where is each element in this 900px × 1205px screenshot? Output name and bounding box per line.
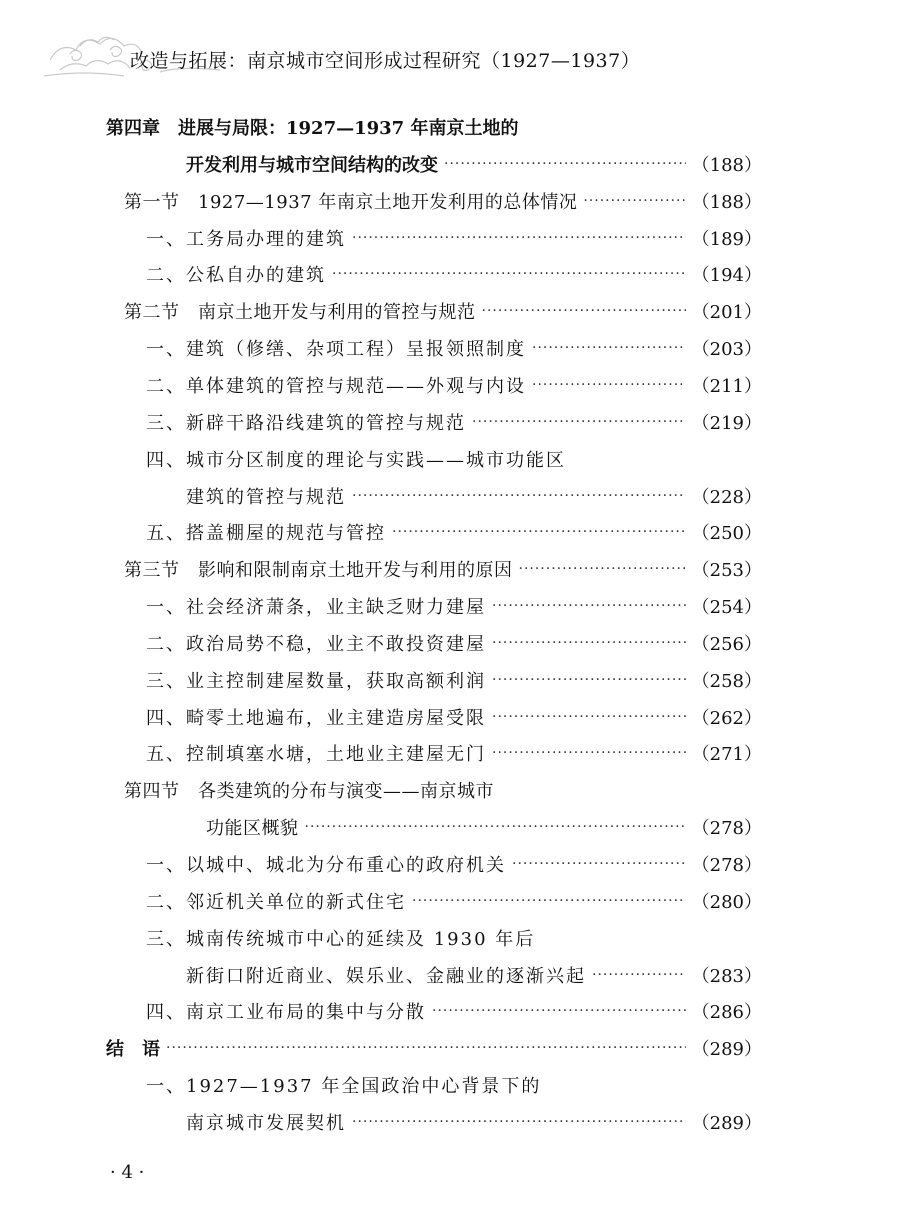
toc-entry-title: 一、工务局办理的建筑 xyxy=(146,228,346,250)
toc-entry xyxy=(124,554,762,584)
dot-leader xyxy=(492,745,686,761)
dot-leader xyxy=(332,266,686,282)
toc-entry-page: （203） xyxy=(691,339,762,361)
toc-entry-page: （188） xyxy=(691,191,762,213)
toc-entry-title: 第三节 影响和限制南京土地开发与利用的原因 xyxy=(124,560,513,582)
dot-leader xyxy=(352,230,686,246)
toc-entry xyxy=(146,996,762,1026)
toc-entry xyxy=(146,923,535,953)
dot-leader xyxy=(583,193,685,209)
toc-entry-title: 一、建筑（修缮、杂项工程）呈报领照制度 xyxy=(146,339,526,361)
toc-entry-title: 五、搭盖棚屋的规范与管控 xyxy=(146,523,386,545)
toc-entry-title: 二、单体建筑的管控与规范——外观与内设 xyxy=(146,375,526,397)
toc-entry xyxy=(124,296,762,326)
toc-entry-page: （211） xyxy=(691,375,762,397)
toc-entry-page: （201） xyxy=(691,302,762,324)
toc-entry xyxy=(146,259,762,289)
dot-leader xyxy=(444,156,686,172)
toc-entry-title: 二、公私自办的建筑 xyxy=(146,265,326,287)
toc-entry-title: 开发利用与城市空间结构的改变 xyxy=(186,154,438,176)
toc-entry xyxy=(146,886,762,916)
toc-entry-page: （262） xyxy=(691,707,762,729)
dot-leader xyxy=(592,967,686,983)
toc-entry-title: 第四节 各类建筑的分布与演变——南京城市 xyxy=(124,781,494,803)
toc-entry-page: （271） xyxy=(691,744,762,766)
running-header xyxy=(0,0,900,96)
toc-entry-page: （219） xyxy=(691,412,762,434)
toc-entry xyxy=(146,591,762,621)
toc-entry-page: （258） xyxy=(691,670,762,692)
toc-entry-page: （188） xyxy=(691,154,762,176)
toc-entry-title: 建筑的管控与规范 xyxy=(186,486,346,508)
toc-entry-title: 三、新辟干路沿线建筑的管控与规范 xyxy=(146,412,466,434)
toc-entry xyxy=(186,149,762,179)
page-number: · 4 · xyxy=(110,1162,145,1183)
dot-leader xyxy=(532,377,686,393)
dot-leader xyxy=(412,893,686,909)
toc-entry-title: 三、业主控制建屋数量，获取高额利润 xyxy=(146,670,486,692)
toc-entry-page: （189） xyxy=(691,228,762,250)
toc-entry-title: 三、城南传统城市中心的延续及 1930 年后 xyxy=(146,928,536,950)
dot-leader xyxy=(166,1040,686,1056)
dot-leader xyxy=(532,340,686,356)
toc-entry-title: 四、畸零土地遍布，业主建造房屋受限 xyxy=(146,707,486,729)
toc-entry-page: （278） xyxy=(691,855,762,876)
toc-entry-page: （194） xyxy=(691,265,762,287)
toc-entry-page: （256） xyxy=(691,633,762,655)
header-title: 改造与拓展：南京城市空间形成过程研究（1927—1937） xyxy=(130,50,641,72)
dot-leader xyxy=(482,303,686,319)
dot-leader xyxy=(305,819,686,835)
toc-entry-title: 一、以城中、城北为分布重心的政府机关 xyxy=(146,855,506,876)
toc-entry xyxy=(146,702,762,732)
toc-entry-title: 第二节 南京土地开发与利用的管控与规范 xyxy=(124,302,476,324)
toc-entry xyxy=(146,444,566,474)
toc-entry-page: （289） xyxy=(691,1039,762,1061)
toc-entry-title: 结 语 xyxy=(106,1039,160,1061)
toc-entry-title: 第一节 1927—1937 年南京土地开发利用的总体情况 xyxy=(124,191,578,213)
toc-entry-page: （228） xyxy=(691,486,762,508)
toc-entry xyxy=(146,370,762,400)
dot-leader xyxy=(492,709,686,725)
toc-entry-title: 五、控制填塞水塘，土地业主建屋无门 xyxy=(146,744,486,766)
toc-entry-title: 功能区概貌 xyxy=(206,818,299,840)
toc-entry xyxy=(124,775,494,805)
dot-leader xyxy=(352,1114,686,1130)
toc-entry-title: 新街口附近商业、娱乐业、金融业的逐渐兴起 xyxy=(186,965,586,987)
toc-entry-page: （250） xyxy=(691,523,762,545)
toc-entry-title: 第四章 进展与局限：1927—1937 年南京土地的 xyxy=(106,118,519,139)
toc-entry xyxy=(206,812,762,842)
toc-entry-page: （286） xyxy=(691,1002,762,1024)
toc-entry xyxy=(186,1107,762,1137)
toc-entry xyxy=(146,333,762,363)
toc-entry-title: 南京城市发展契机 xyxy=(186,1112,346,1134)
toc-entry xyxy=(186,481,762,511)
toc-entry-title: 二、邻近机关单位的新式住宅 xyxy=(146,891,406,913)
toc-entry xyxy=(146,738,762,768)
toc-entry xyxy=(146,407,762,437)
toc-entry xyxy=(146,517,762,547)
toc-entry xyxy=(106,1033,762,1063)
dot-leader xyxy=(492,672,686,688)
dot-leader xyxy=(472,414,686,430)
toc-entry-page: （283） xyxy=(691,965,762,987)
toc-entry-title: 一、1927—1937 年全国政治中心背景下的 xyxy=(146,1076,542,1098)
dot-leader xyxy=(512,856,686,872)
toc-entry xyxy=(146,628,762,658)
toc-entry-page: （289） xyxy=(691,1112,762,1134)
toc-entry-page: （280） xyxy=(691,891,762,913)
toc-entry xyxy=(146,223,762,253)
toc-entry xyxy=(106,112,518,142)
toc-entry xyxy=(146,849,762,879)
dot-leader xyxy=(392,524,686,540)
dot-leader xyxy=(492,598,686,614)
dot-leader xyxy=(492,635,686,651)
toc-entry xyxy=(146,665,762,695)
toc-entry-title: 一、社会经济萧条，业主缺乏财力建屋 xyxy=(146,597,486,619)
toc-entry-page: （254） xyxy=(691,597,762,619)
toc-entry xyxy=(146,1070,541,1100)
toc-entry-title: 二、政治局势不稳，业主不敢投资建屋 xyxy=(146,633,486,655)
toc-entry-page: （253） xyxy=(691,560,762,582)
dot-leader xyxy=(519,561,686,577)
toc-entry xyxy=(186,960,762,990)
toc-entry-title: 四、城市分区制度的理论与实践——城市功能区 xyxy=(146,449,566,471)
toc-entry-page: （278） xyxy=(691,818,762,840)
dot-leader xyxy=(432,1003,686,1019)
dot-leader xyxy=(352,488,686,504)
toc-entry-title: 四、南京工业布局的集中与分散 xyxy=(146,1002,426,1024)
toc-entry xyxy=(124,186,762,216)
